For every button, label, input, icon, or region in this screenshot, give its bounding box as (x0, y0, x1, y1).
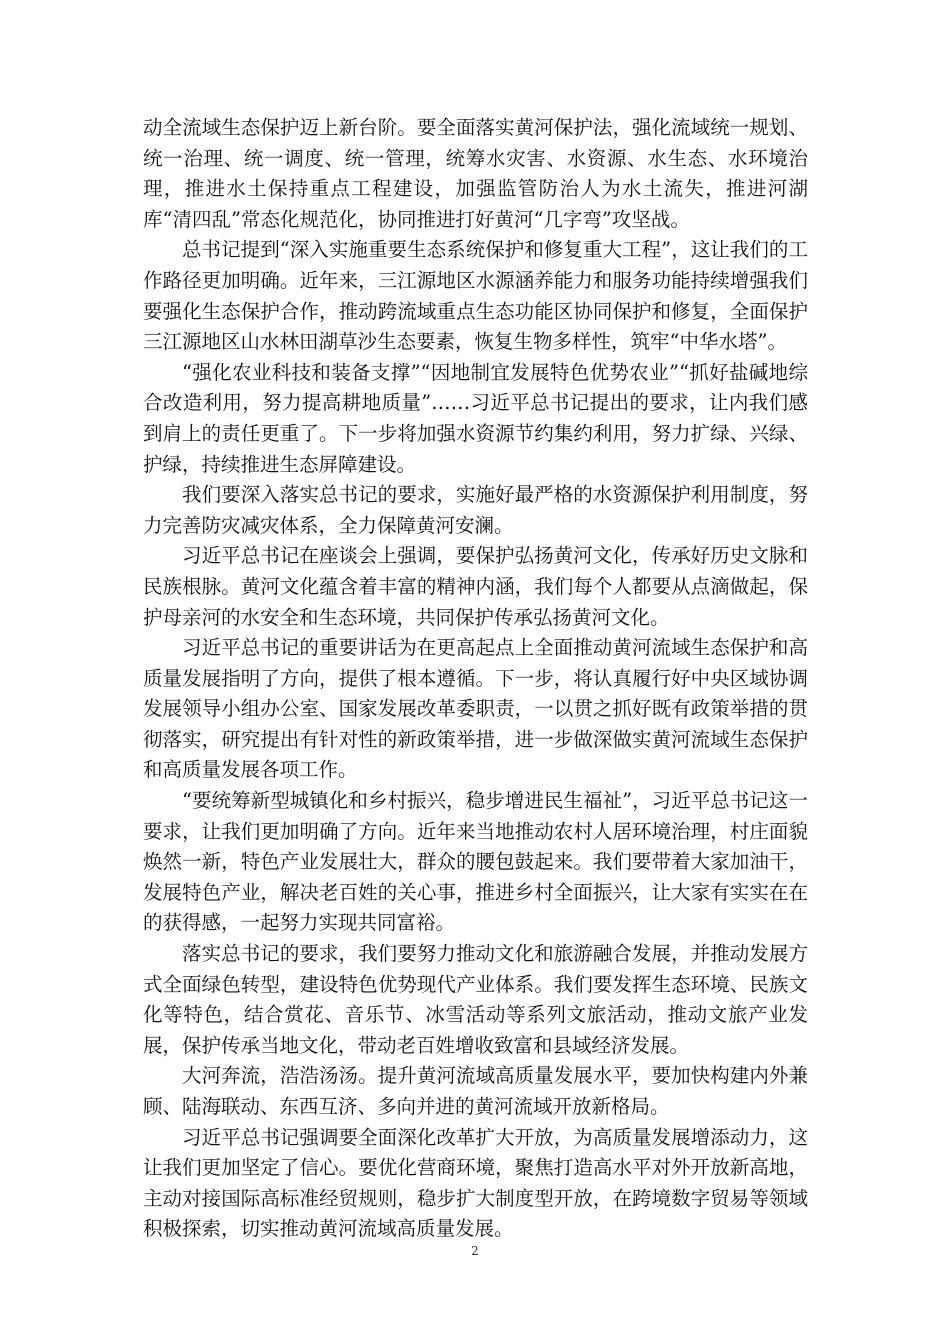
document-body (143, 113, 808, 1245)
page-number: 2 (471, 1244, 479, 1258)
body-paragraph: 落实总书记的要求，我们要努力推动文化和旅游融合发展，并推动发展方式全面绿色转型，建设特色优势现代产业体系。我们要发挥生态环境、民族文化等特色，结合赏花、音乐节、冰雪活动等系列文旅活动，推动文旅产业发展，保护传承当地文化，带动老百姓增收致富和县域经济发展。 (143, 942, 808, 1057)
body-paragraph: 习近平总书记的重要讲话为在更高起点上全面推动黄河流域生态保护和高质量发展指明了方向，提供了根本遵循。下一步，将认真履行好中央区域协调发展领导小组办公室、国家发展改革委职责，一以贯之抓好既有政策举措的贯彻落实，研究提出有针对性的新政策举措，进一步做深做实黄河流域生态保护和高质量发展各项工作。 (143, 636, 808, 782)
body-paragraph: 大河奔流，浩浩汤汤。提升黄河流域高质量发展水平，要加快构建内外兼顾、陆海联动、东西互济、多向并进的黄河流域开放新格局。 (143, 1064, 808, 1118)
body-paragraph: 我们要深入落实总书记的要求，实施好最严格的水资源保护利用制度，努力完善防灾减灾体系，全力保障黄河安澜。 (143, 483, 808, 537)
body-paragraph: “要统筹新型城镇化和乡村振兴，稳步增进民生福祉”，习近平总书记这一要求，让我们更加明确了方向。近年来当地推动农村人居环境治理，村庄面貌焕然一新，特色产业发展壮大，群众的腰包鼓起来。我们要带着大家加油干，发展特色产业，解决老百姓的关心事，推进乡村全面振兴，让大家有实实在在的获得感，一起努力实现共同富裕。 (143, 789, 808, 935)
body-paragraph: 总书记提到“深入实施重要生态系统保护和修复重大工程”，这让我们的工作路径更加明确。近年来，三江源地区水源涵养能力和服务功能持续增强我们要强化生态保护合作，推动跨流域重点生态功能区协同保护和修复，全面保护三江源地区山水林田湖草沙生态要素，恢复生物多样性，筑牢“中华水塔”。 (143, 238, 808, 354)
body-paragraph: “强化农业科技和装备支撑”“因地制宜发展特色优势农业”“抓好盐碱地综合改造利用，努力提高耕地质量”……习近平总书记提出的要求，让内我们感到肩上的责任更重了。下一步将加强水资源节约集约利用，努力扩绿、兴绿、护绿，持续推进生态屏障建设。 (143, 360, 808, 476)
body-paragraph: 动全流域生态保护迈上新台阶。要全面落实黄河保护法，强化流域统一规划、统一治理、统一调度、统一管理，统筹水灾害、水资源、水生态、水环境治理，推进水土保持重点工程建设，加强监管防治人为水土流失，推进河湖库“清四乱”常态化规范化，协同推进打好黄河“几字弯”攻坚战。 (143, 116, 808, 231)
body-paragraph: 习近平总书记在座谈会上强调，要保护弘扬黄河文化，传承好历史文脉和民族根脉。黄河文化蕴含着丰富的精神内涵，我们每个人都要从点滴做起，保护母亲河的水安全和生态环境，共同保护传承弘扬黄河文化。 (143, 544, 808, 629)
body-paragraph: 习近平总书记强调要全面深化改革扩大开放，为高质量发展增添动力，这让我们更加坚定了信心。要优化营商环境，聚焦打造高水平对外开放新高地，主动对接国际高标准经贸规则，稳步扩大制度型开放，在跨境数字贸易等领域积极探索，切实推动黄河流域高质量发展。 (143, 1125, 808, 1241)
